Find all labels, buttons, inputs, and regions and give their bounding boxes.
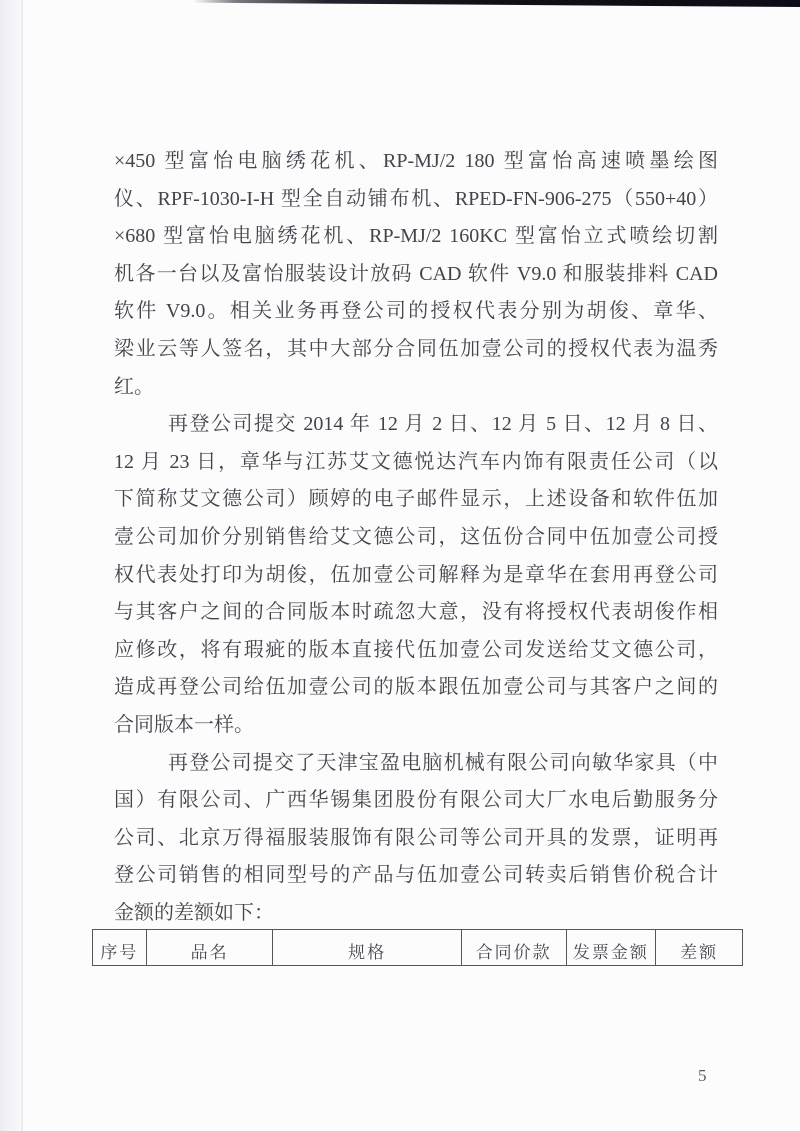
- body-line: 与其客户之间的合同版本时疏忽大意，没有将授权代表胡俊作相: [114, 601, 718, 624]
- body-line: ×680 型富怡电脑绣花机、RP-MJ/2 160KC 型富怡立式喷绘切割: [114, 225, 718, 248]
- table-header-difference: 差额: [680, 942, 719, 962]
- body-line: 再登公司提交了天津宝盈电脑机械有限公司向敏华家具（中: [168, 751, 718, 774]
- body-line: 国）有限公司、广西华锡集团股份有限公司大厂水电后勤服务分: [114, 789, 718, 812]
- table-header-invoice-amount: 发票金额: [567, 930, 657, 965]
- body-line: 造成再登公司给伍加壹公司的版本跟伍加壹公司与其客户之间的: [114, 676, 718, 699]
- body-line: 软件 V9.0。相关业务再登公司的授权代表分别为胡俊、章华、: [114, 300, 718, 323]
- page-number: 5: [698, 1066, 707, 1085]
- comparison-table: [92, 929, 743, 966]
- table-header-specification: 规格: [273, 930, 461, 965]
- body-line: 应修改，将有瑕疵的版本直接代伍加壹公司发送给艾文德公司，: [114, 638, 718, 661]
- table-header-contract-price: 合同价款: [462, 930, 567, 965]
- body-line: 机各一台以及富怡服装设计放码 CAD 软件 V9.0 和服装排料 CAD: [114, 262, 718, 285]
- body-line: 再登公司提交 2014 年 12 月 2 日、12 月 5 日、12 月 8 日、: [168, 413, 718, 436]
- body-line: 梁业云等人签名，其中大部分合同伍加壹公司的授权代表为温秀: [114, 337, 718, 360]
- table-header-product-name: 品名: [147, 930, 274, 965]
- body-line: 12 月 23 日，章华与江苏艾文德悦达汽车内饰有限责任公司（以: [114, 450, 718, 473]
- body-line: 金额的差额如下：: [114, 901, 274, 924]
- body-line: 公司、北京万得福服装服饰有限公司等公司开具的发票，证明再: [114, 826, 718, 849]
- body-line: 壹公司加价分别销售给艾文德公司，这伍份合同中伍加壹公司授: [114, 525, 718, 548]
- body-line: 权代表处打印为胡俊，伍加壹公司解释为是章华在套用再登公司: [114, 563, 718, 586]
- body-line: 红。: [114, 375, 154, 398]
- body-line: 合同版本一样。: [114, 713, 254, 736]
- scan-edge-top: [193, 0, 800, 7]
- body-line: 下简称艾文德公司）顾婷的电子邮件显示，上述设备和软件伍加: [114, 488, 718, 511]
- table-header-index: 序号: [93, 930, 147, 965]
- body-text: [114, 143, 718, 932]
- body-line: 登公司销售的相同型号的产品与伍加壹公司转卖后销售价税合计: [114, 864, 718, 887]
- scan-edge-left-line: [21, 0, 23, 1131]
- body-line: 仪、RPF-1030-I-H 型全自动铺布机、RPED-FN-906-275（550+40）: [114, 187, 718, 210]
- body-line: ×450 型富怡电脑绣花机、RP-MJ/2 180 型富怡高速喷墨绘图: [114, 150, 718, 172]
